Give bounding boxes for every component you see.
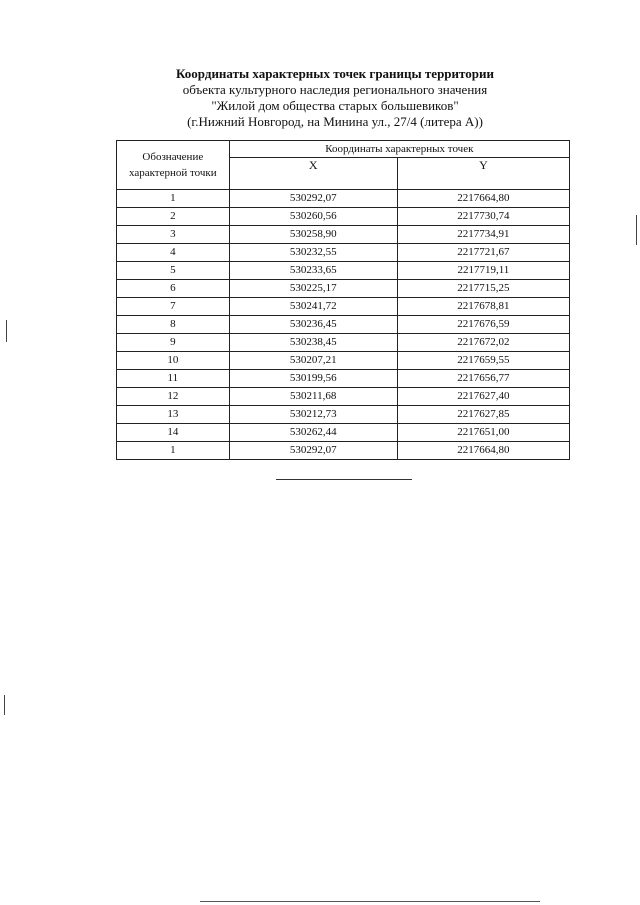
document-subtitle-address: (г.Нижний Новгород, на Минина ул., 27/4 (литера А))	[187, 114, 483, 129]
cell-point: 8	[117, 316, 230, 334]
cell-point: 9	[117, 334, 230, 352]
document-subtitle-name: "Жилой дом общества старых большевиков"	[211, 98, 459, 113]
cell-y: 2217676,59	[397, 316, 569, 334]
cell-x: 530258,90	[229, 226, 397, 244]
cell-y: 2217659,55	[397, 352, 569, 370]
cell-y: 2217672,02	[397, 334, 569, 352]
document-title: Координаты характерных точек границы территории	[176, 66, 494, 81]
cell-point: 4	[117, 244, 230, 262]
bottom-edge-line	[200, 901, 540, 902]
cell-y: 2217719,11	[397, 262, 569, 280]
header-coordinates-group: Координаты характерных точек	[229, 141, 569, 158]
cell-y: 2217664,80	[397, 190, 569, 208]
table-row	[117, 352, 570, 370]
cell-point: 7	[117, 298, 230, 316]
cell-x: 530262,44	[229, 424, 397, 442]
cell-x: 530232,55	[229, 244, 397, 262]
cell-point: 1	[117, 190, 230, 208]
cell-point: 2	[117, 208, 230, 226]
cell-y: 2217627,40	[397, 388, 569, 406]
cell-point: 10	[117, 352, 230, 370]
cell-y: 2217678,81	[397, 298, 569, 316]
document-heading	[140, 66, 530, 130]
table-row	[117, 208, 570, 226]
table-row	[117, 190, 570, 208]
header-y: Y	[397, 158, 569, 190]
cell-point: 12	[117, 388, 230, 406]
cell-y: 2217651,00	[397, 424, 569, 442]
scan-edge-mark	[6, 320, 7, 342]
cell-point: 3	[117, 226, 230, 244]
table-row	[117, 262, 570, 280]
table-row	[117, 280, 570, 298]
cell-x: 530292,07	[229, 442, 397, 460]
table-row	[117, 370, 570, 388]
table-row	[117, 298, 570, 316]
cell-x: 530233,65	[229, 262, 397, 280]
header-x: X	[229, 158, 397, 190]
cell-x: 530292,07	[229, 190, 397, 208]
cell-y: 2217734,91	[397, 226, 569, 244]
document-subtitle-object: объекта культурного наследия регионального значения	[182, 82, 488, 97]
cell-x: 530199,56	[229, 370, 397, 388]
cell-y: 2217656,77	[397, 370, 569, 388]
table-row	[117, 424, 570, 442]
cell-y: 2217730,74	[397, 208, 569, 226]
cell-x: 530236,45	[229, 316, 397, 334]
cell-x: 530238,45	[229, 334, 397, 352]
table-row	[117, 334, 570, 352]
cell-x: 530241,72	[229, 298, 397, 316]
scan-edge-mark	[4, 695, 5, 715]
cell-point: 14	[117, 424, 230, 442]
table-row	[117, 226, 570, 244]
cell-x: 530211,68	[229, 388, 397, 406]
cell-y: 2217627,85	[397, 406, 569, 424]
cell-x: 530260,56	[229, 208, 397, 226]
cell-point: 1	[117, 442, 230, 460]
table-row	[117, 406, 570, 424]
table-body	[117, 190, 570, 460]
cell-point: 6	[117, 280, 230, 298]
table-row	[117, 388, 570, 406]
cell-x: 530207,21	[229, 352, 397, 370]
cell-point: 5	[117, 262, 230, 280]
cell-y: 2217664,80	[397, 442, 569, 460]
closing-rule-divider	[276, 479, 412, 480]
cell-x: 530212,73	[229, 406, 397, 424]
cell-point: 11	[117, 370, 230, 388]
scan-edge-mark	[636, 215, 637, 245]
table-row	[117, 244, 570, 262]
coordinates-table	[116, 140, 570, 460]
header-point-label: Обозначение характерной точки	[117, 141, 230, 190]
table-row	[117, 316, 570, 334]
cell-y: 2217721,67	[397, 244, 569, 262]
cell-point: 13	[117, 406, 230, 424]
cell-y: 2217715,25	[397, 280, 569, 298]
cell-x: 530225,17	[229, 280, 397, 298]
table-row	[117, 442, 570, 460]
